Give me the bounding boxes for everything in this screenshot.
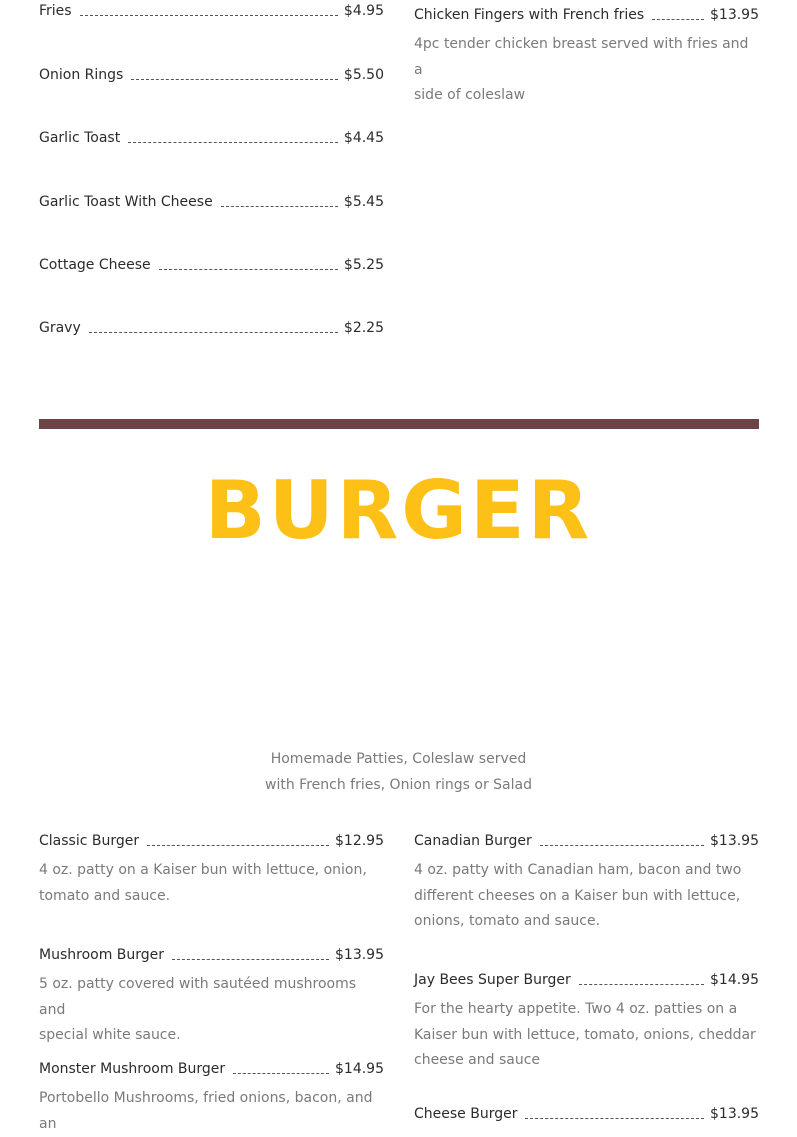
item-price: $14.95 [710, 972, 759, 988]
section-title: BURGER [204, 464, 593, 557]
item-name: Cottage Cheese [39, 257, 151, 273]
dotted-leader [147, 845, 329, 846]
dotted-leader [221, 206, 338, 207]
item-name: Canadian Burger [414, 833, 532, 849]
item-price: $5.50 [343, 67, 384, 83]
dotted-leader [579, 984, 704, 985]
menu-item-mushroom-burger [39, 943, 384, 1049]
menu-item-jay-bees-super-burger [414, 968, 759, 1074]
item-name: Cheese Burger [414, 1106, 518, 1122]
description-line: Kaiser bun with lettuce, tomato, onions, cheddar [414, 1026, 756, 1043]
item-name: Classic Burger [39, 833, 140, 849]
item-price: $12.95 [335, 833, 384, 849]
description-line: 5 oz. patty covered with sautéed mushrooms and [39, 976, 357, 1018]
item-name: Fries [39, 3, 72, 19]
item-price: $5.45 [343, 194, 384, 210]
item-price: $4.45 [343, 130, 384, 146]
dotted-leader [172, 959, 329, 960]
item-name: Jay Bees Super Burger [414, 972, 571, 988]
menu-item-onion-rings [39, 63, 384, 85]
menu-item-garlic-toast [39, 126, 384, 148]
item-price: $13.95 [710, 833, 759, 849]
item-name: Mushroom Burger [39, 947, 165, 963]
item-description [39, 858, 384, 909]
description-line: Portobello Mushrooms, fried onions, bacon, and an [39, 1090, 373, 1132]
dotted-leader [131, 79, 338, 80]
item-description [414, 997, 759, 1074]
item-description [39, 1086, 384, 1137]
menu-item-garlic-toast-cheese [39, 190, 384, 212]
description-line: onions, tomato and sauce. [414, 913, 601, 929]
item-description [39, 972, 384, 1049]
item-name: Garlic Toast [39, 130, 121, 146]
menu-item-cottage-cheese [39, 253, 384, 275]
dotted-leader [159, 269, 338, 270]
item-price: $14.95 [335, 1061, 384, 1077]
description-line: different cheeses on a Kaiser bun with lettuce, [414, 887, 741, 904]
item-price: $13.95 [710, 1106, 759, 1122]
subtitle-line: Homemade Patties, Coleslaw served [270, 751, 527, 767]
item-description [414, 858, 759, 935]
item-name: Chicken Fingers with French fries [414, 7, 645, 23]
section-subtitle [0, 747, 797, 798]
item-name: Monster Mushroom Burger [39, 1061, 226, 1077]
menu-item-canadian-burger [414, 829, 759, 935]
description-line: side of coleslaw [414, 87, 526, 103]
dotted-leader [128, 142, 338, 143]
dotted-leader [233, 1073, 329, 1074]
item-description [414, 32, 759, 109]
item-price: $4.95 [343, 3, 384, 19]
description-line: 4 oz. patty on a Kaiser bun with lettuce, onion, [39, 862, 367, 878]
item-name: Garlic Toast With Cheese [39, 194, 213, 210]
menu-item-fries [39, 0, 384, 21]
item-name: Gravy [39, 320, 81, 336]
dotted-leader [80, 15, 338, 16]
menu-item-cheese-burger [414, 1102, 759, 1124]
dotted-leader [525, 1118, 704, 1119]
description-line: For the hearty appetite. Two 4 oz. patties on a [414, 1001, 738, 1017]
description-line: 4 oz. patty with Canadian ham, bacon and two [414, 862, 742, 878]
dotted-leader [540, 845, 704, 846]
description-line: tomato and sauce. [39, 887, 171, 904]
dotted-leader [89, 332, 338, 333]
item-price: $2.25 [343, 320, 384, 336]
item-name: Onion Rings [39, 67, 124, 83]
item-price: $13.95 [335, 947, 384, 963]
section-divider [39, 419, 759, 429]
menu-item-chicken-fingers [414, 3, 759, 109]
item-price: $13.95 [710, 7, 759, 23]
menu-item-gravy [39, 316, 384, 338]
dotted-leader [652, 19, 704, 20]
subtitle-line: with French fries, Onion rings or Salad [265, 776, 532, 793]
description-line: 4pc tender chicken breast served with fries and a [414, 36, 749, 78]
menu-item-monster-mushroom-burger [39, 1057, 384, 1137]
menu-item-classic-burger [39, 829, 384, 909]
description-line: special white sauce. [39, 1027, 181, 1043]
description-line: cheese and sauce [414, 1052, 540, 1068]
item-price: $5.25 [343, 257, 384, 273]
